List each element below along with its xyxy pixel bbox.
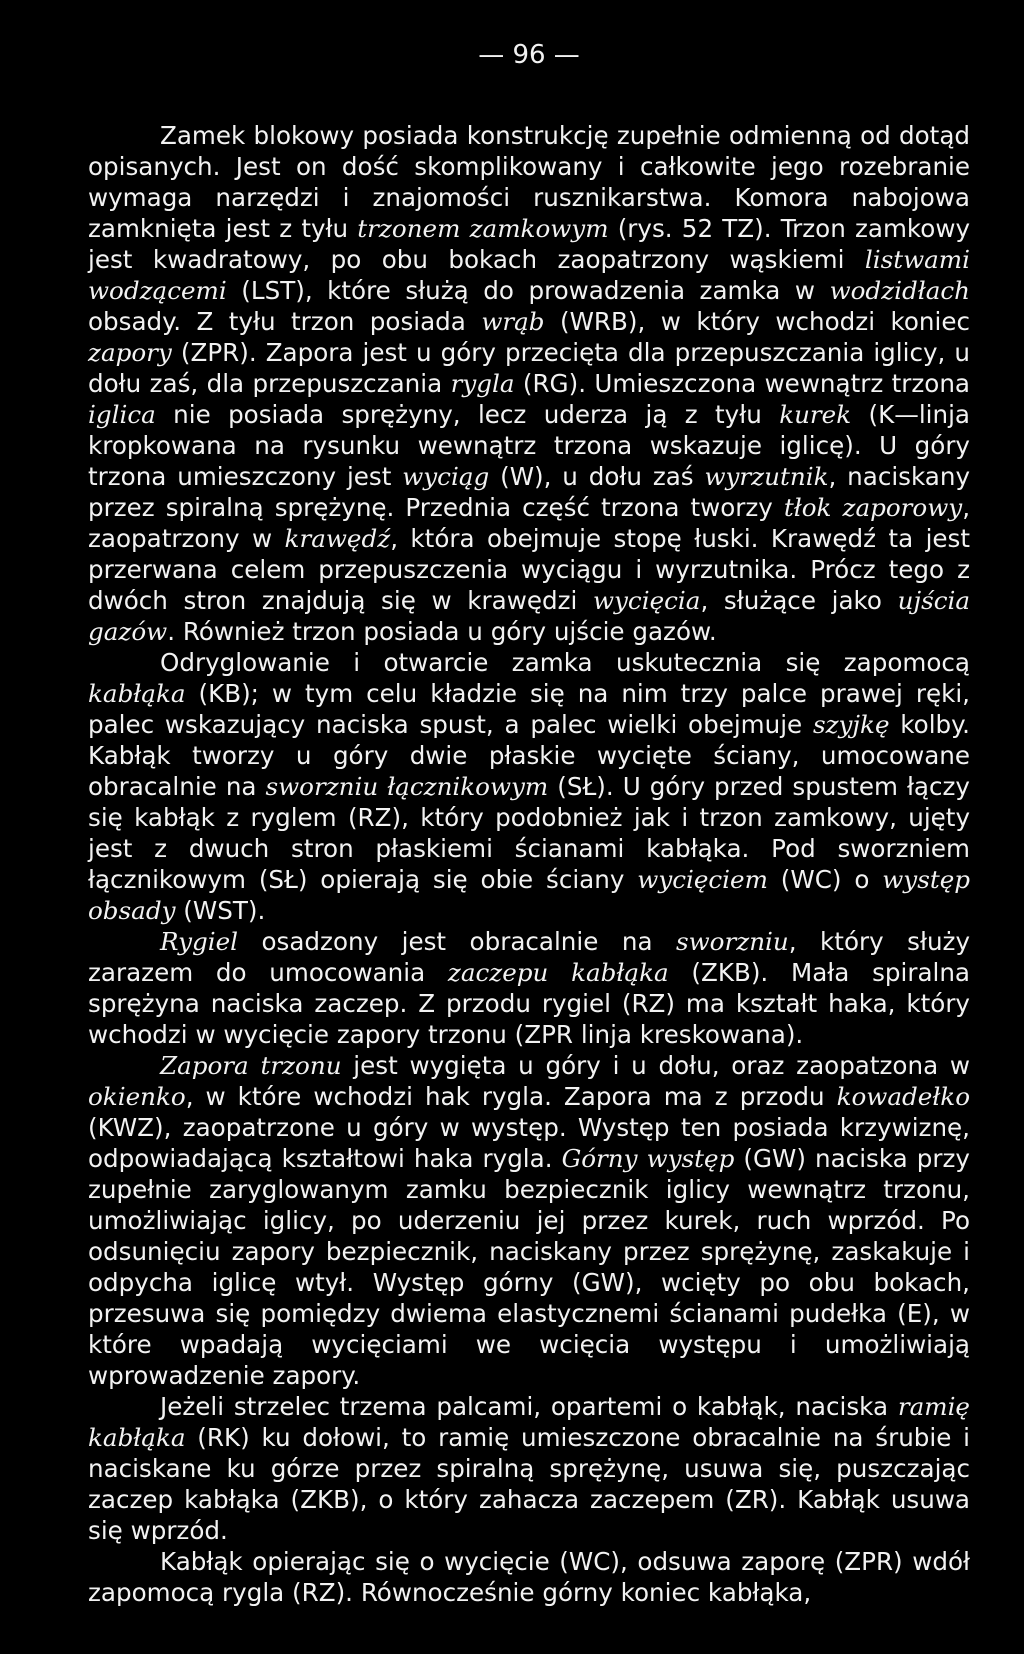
italic-term: ramię kabłąka — [88, 1392, 970, 1452]
text-run: . Również trzon posiada u góry ujście gazów. — [167, 617, 717, 646]
text-run: (KWZ), zaopatrzone u góry w występ. Występ ten posiada krzywiznę, odpowiadającą kształtowi haka rygla. — [88, 1113, 970, 1173]
text-run: (WST). — [175, 896, 266, 925]
text-run: obsady. Z tyłu trzon posiada — [88, 307, 482, 336]
italic-term: iglica — [88, 400, 156, 429]
italic-term: kabłąka — [88, 679, 186, 708]
italic-term: okienko — [88, 1082, 186, 1111]
text-run: , naciskany przez spiralną sprężynę. Przednia część trzona tworzy — [88, 462, 971, 522]
text-run: (LST), które służą do prowadzenia zamka w — [226, 276, 830, 305]
text-run: (RG). Umieszczona wewnątrz trzona — [514, 369, 970, 398]
italic-term: krawędź — [284, 524, 391, 553]
italic-term: kurek — [779, 400, 852, 429]
text-run: (KB); w tym celu kładzie się na nim trzy palce prawej ręki, palec wskazujący naciska spust, a palec wielki obejmuje — [88, 679, 970, 739]
text-run: Odryglowanie i otwarcie zamka uskutecznia się zapomocą — [160, 648, 970, 677]
paragraph — [88, 1050, 970, 1391]
text-run: Jeżeli strzelec trzema palcami, opartemi o kabłąk, naciska — [160, 1392, 898, 1421]
text-run: (GW) naciska przy zupełnie zaryglowanym zamku bezpiecznik iglicy wewnątrz trzonu, umożliwiając iglicy, po uderzeniu jej przez kurek, ruch wprzód. Po odsunięciu zapory bezpiecznik, naciskany przez sprężynę, zaskakuje i odpycha iglicę wtył. Występ górny (GW), wcięty po obu bokach, przesuwa się pomiędzy dwiema elastycznemi ścianami pudełka (E), w które wpadają wycięciami we wcięcia występu i umożliwiają wprowadzenie zapory. — [88, 1144, 970, 1390]
italic-term: zapory — [88, 338, 172, 367]
italic-term: kowadełko — [836, 1082, 970, 1111]
paragraph — [88, 647, 970, 926]
text-run: , zaopatrzony w — [88, 493, 971, 553]
text-run: , który służy zarazem do umocowania — [88, 927, 970, 987]
text-run: kolby. Kabłąk tworzy u góry dwie płaskie wycięte ściany, umocowane obracalnie na — [88, 710, 971, 801]
italic-term: zaczepu kabłąka — [447, 958, 669, 987]
text-run: Kabłąk opierając się o wycięcie (WC), odsuwa zaporę (ZPR) wdół zapomocą rygla (RZ). Równocześnie górny koniec kabłąka, — [88, 1547, 970, 1607]
text-run: , w które wchodzi hak rygla. Zapora ma z przodu — [185, 1082, 837, 1111]
page-number: — 96 — — [478, 40, 580, 70]
italic-term: wyrzutnik — [704, 462, 829, 491]
italic-term: trzonem zamkowym — [357, 214, 609, 243]
book-page — [88, 34, 970, 1608]
italic-term: sworzniu łącznikowym — [265, 772, 549, 801]
italic-term: szyjkę — [812, 710, 890, 739]
paragraph — [88, 120, 970, 647]
italic-term: rygla — [450, 369, 515, 398]
text-run: (WRB), w który wchodzi koniec — [544, 307, 970, 336]
text-run: (ZPR). Zapora jest u góry przecięta dla przepuszczania iglicy, u dołu zaś, dla przepuszczania — [88, 338, 970, 398]
text-run: (rys. 52 TZ). Trzon zamkowy jest kwadratowy, po obu bokach zaopatrzony wąskiemi — [88, 214, 971, 274]
paragraph — [88, 1391, 970, 1546]
text-run: osadzony jest obracalnie na — [238, 927, 676, 956]
italic-term: wyciąg — [402, 462, 490, 491]
text-run: , która obejmuje stopę łuski. Krawędź ta jest przerwana celem przepuszczenia wyciągu i wyrzutnika. Prócz tego z dwóch stron znajdują się w krawędzi — [88, 524, 971, 615]
text-run: Zamek blokowy posiada konstrukcję zupełnie odmienną od dotąd opisanych. Jest on dość skomplikowany i całkowite jego rozebranie wymaga narzędzi i znajomości rusznikarstwa. Komora nabojowa zamknięta jest z tyłu — [88, 121, 970, 243]
text-run: , służące jako — [700, 586, 898, 615]
text-run: (K—linja kropkowana na rysunku wewnątrz trzona wskazuje iglicę). U góry trzona umieszczony jest — [88, 400, 970, 491]
paragraph — [88, 926, 970, 1050]
text-run: (WC) o — [767, 865, 883, 894]
italic-term: wodzidłach — [829, 276, 970, 305]
italic-term: wycięciem — [637, 865, 768, 894]
italic-term: występ obsady — [88, 865, 970, 925]
text-run: (ZKB). Mała spiralna sprężyna naciska zaczep. Z przodu rygiel (RZ) ma kształt haka, który wchodzi w wycięcie zapory trzonu (ZPR linja kreskowana). — [88, 958, 971, 1049]
paragraph — [88, 1546, 970, 1608]
italic-term: tłok zaporowy — [783, 493, 963, 522]
italic-term: wrąb — [481, 307, 545, 336]
italic-term: listwami wodzącemi — [88, 245, 970, 305]
text-run: (W), u dołu zaś — [489, 462, 705, 491]
text-run: (SŁ). U góry przed spustem łączy się kabłąk z ryglem (RZ), który podobnież jak i trzon zamkowy, ujęty jest z dwuch stron płaskiemi ścianami kabłąka. Pod sworzniem łącznikowym (SŁ) opierają się obie ściany — [88, 772, 970, 894]
italic-term: Zapora trzonu — [160, 1051, 342, 1080]
italic-term: Rygiel — [160, 927, 239, 956]
italic-term: ujścia gazów — [88, 586, 970, 646]
text-run: (RK) ku dołowi, to ramię umieszczone obracalnie na śrubie i naciskane ku górze przez spiralną sprężynę, usuwa się, puszczając zaczep kabłąka (ZKB), o który zahacza zaczepem (ZR). Kabłąk usuwa się wprzód. — [88, 1423, 970, 1545]
text-run: nie posiada sprężyny, lecz uderza ją z tyłu — [155, 400, 780, 429]
italic-term: sworzniu — [676, 927, 789, 956]
italic-term: Górny występ — [561, 1144, 735, 1173]
text-run: jest wygięta u góry i u dołu, oraz zaopatzona w — [341, 1051, 970, 1080]
italic-term: wycięcia — [592, 586, 701, 615]
